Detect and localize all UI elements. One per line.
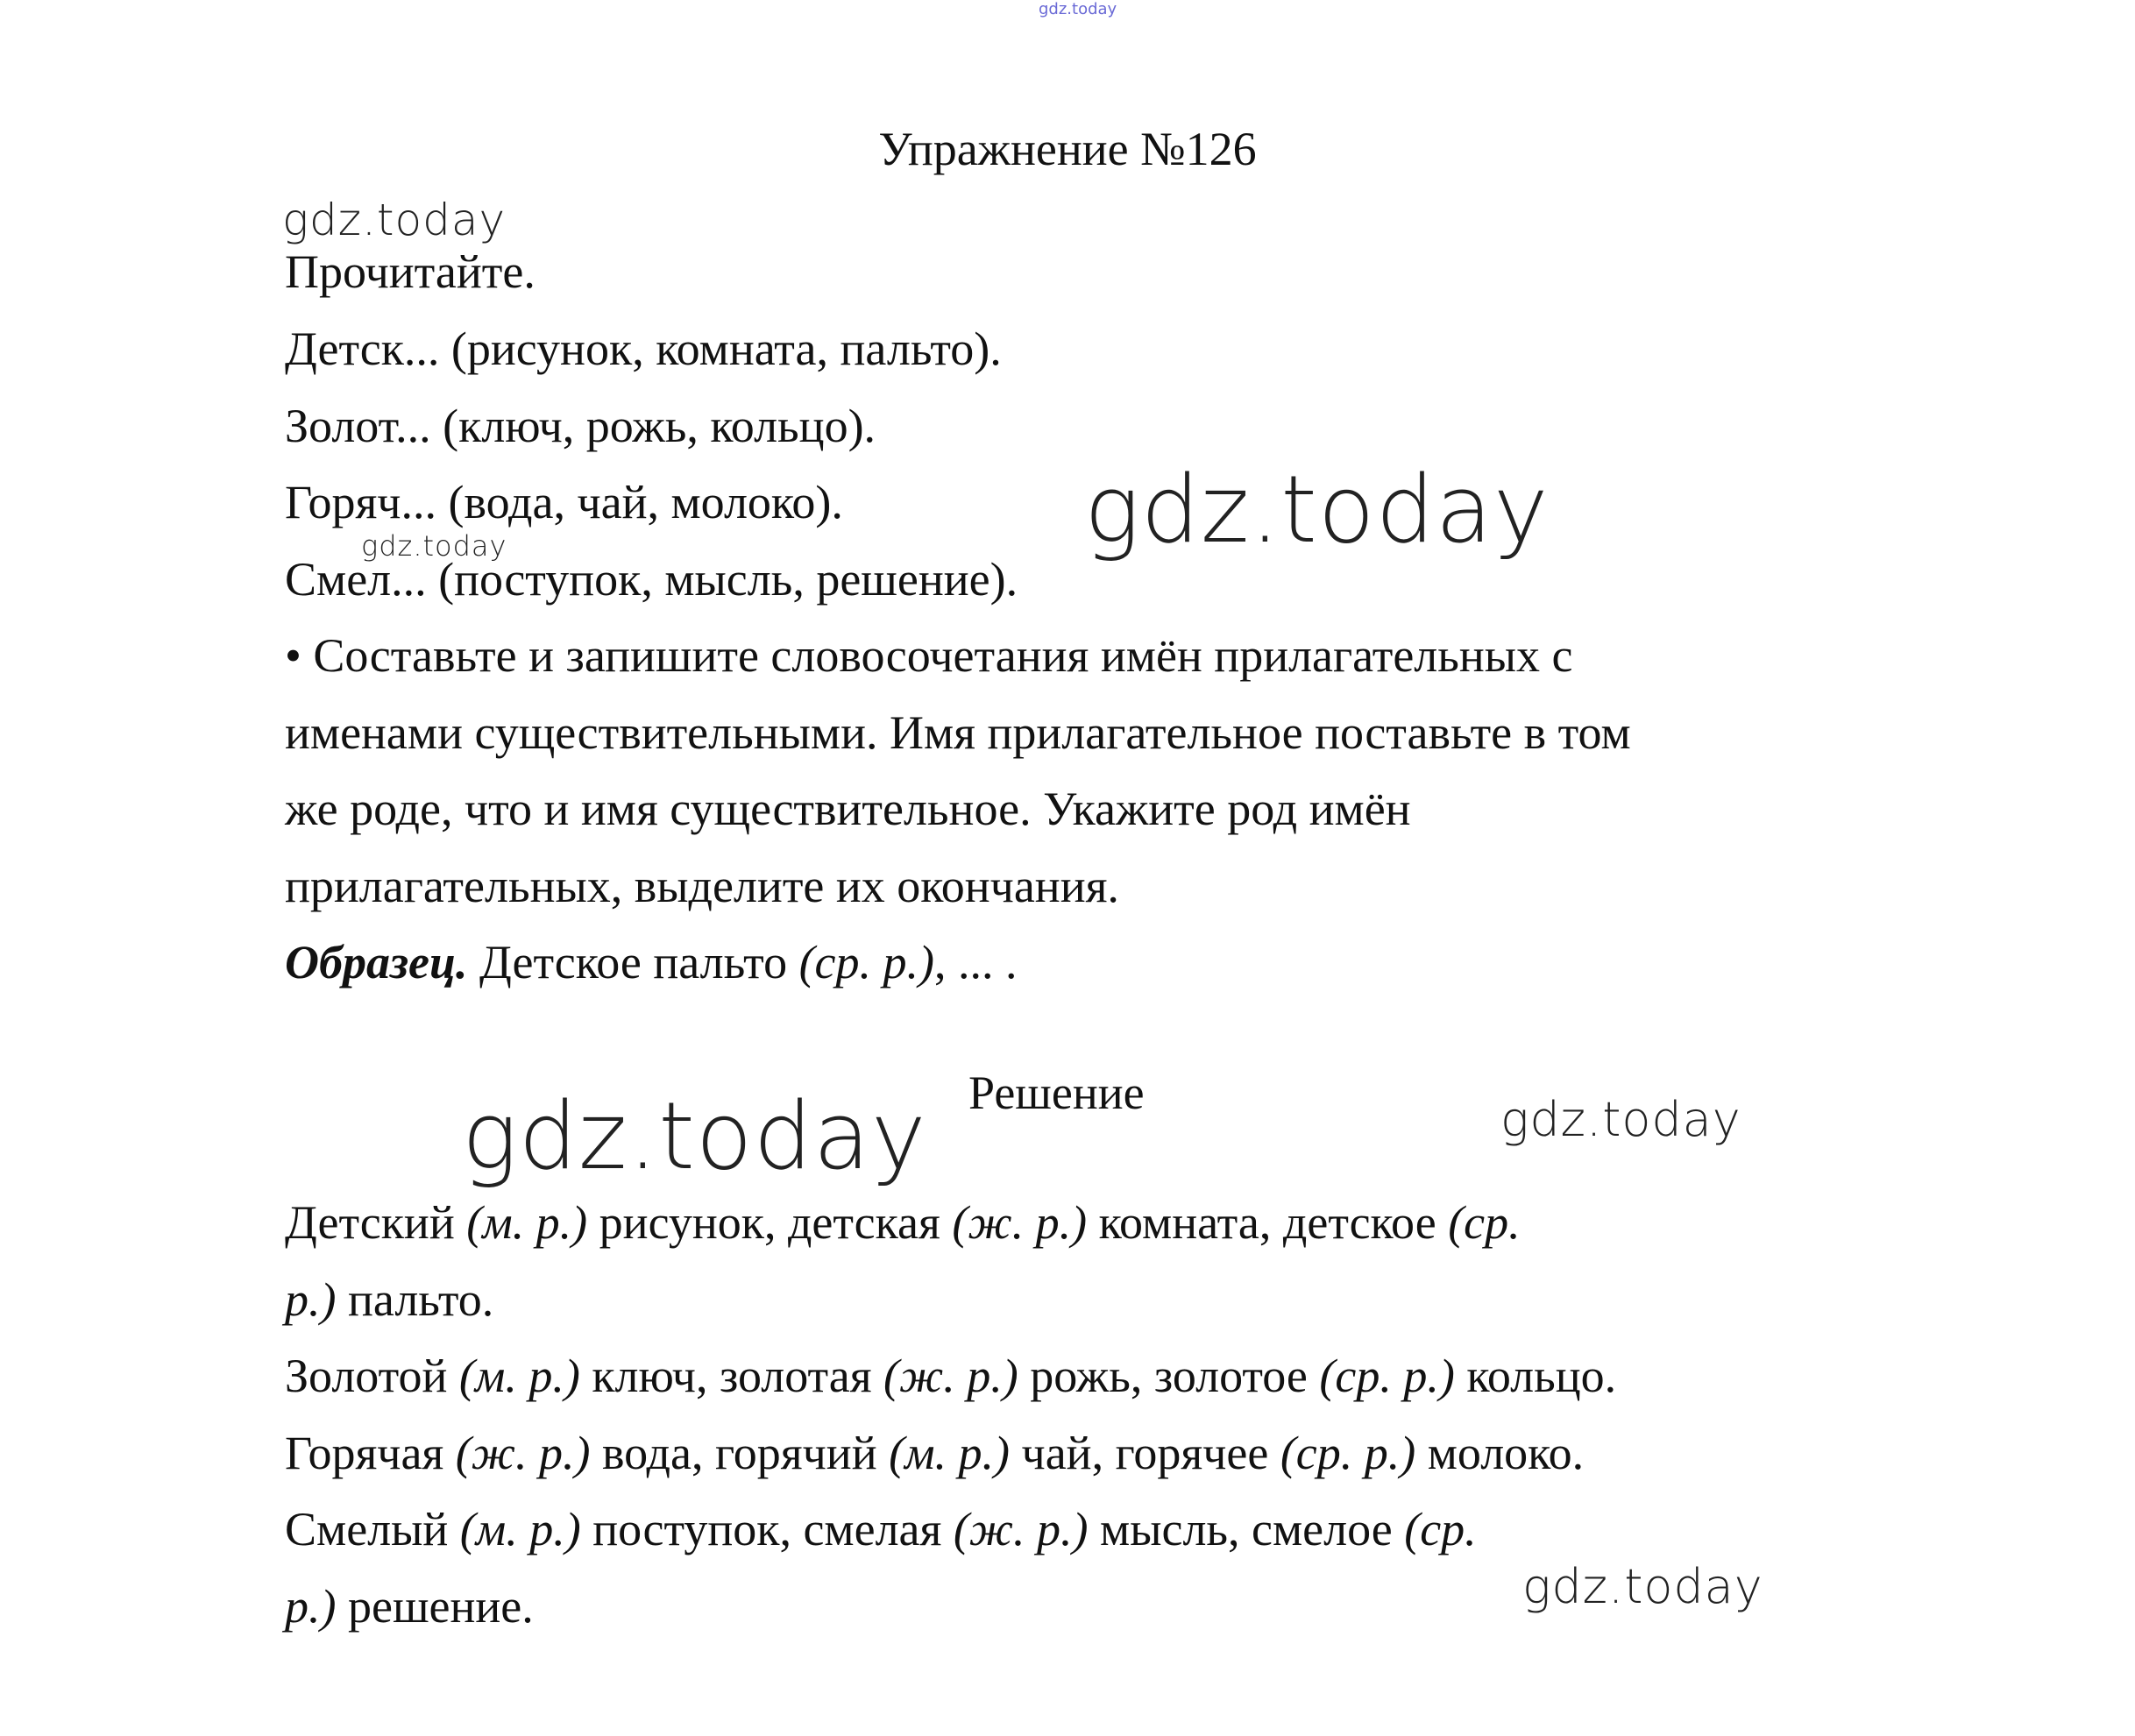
solution-line bbox=[285, 1272, 493, 1328]
gender-mark: (ср. bbox=[1448, 1196, 1521, 1249]
phrase-text: Детский bbox=[285, 1196, 467, 1249]
phrase-text: рожь, золотое bbox=[1018, 1350, 1320, 1402]
phrase-text: комната, детское bbox=[1087, 1196, 1449, 1249]
gender-mark: (ж. р.) bbox=[883, 1350, 1018, 1402]
phrase-text: рисунок, детская bbox=[587, 1196, 953, 1249]
gender-mark: (ср. р.) bbox=[798, 936, 935, 988]
exercise-item: Горяч... (вода, чай, молоко). bbox=[285, 476, 843, 528]
exercise-item: Смел... (поступок, мысль, решение). bbox=[285, 553, 1018, 606]
phrase-text: вода, горячий bbox=[590, 1427, 890, 1479]
task-text-line: • Составьте и запишите словосочетания имён прилагательных с bbox=[285, 629, 1573, 682]
task-text-line: же роде, что и имя существительное. Укажите род имён bbox=[285, 783, 1411, 835]
solution-line bbox=[285, 1194, 1521, 1251]
phrase-text: решение. bbox=[336, 1580, 534, 1633]
exercise-title: Упражнение №126 bbox=[878, 123, 1257, 175]
watermark: gdz.today bbox=[462, 1082, 927, 1190]
watermark: gdz.today bbox=[1084, 456, 1550, 563]
phrase-text: поступок, смелая bbox=[580, 1503, 954, 1555]
watermark: gdz.today bbox=[282, 195, 507, 245]
gender-mark: р.) bbox=[285, 1580, 337, 1633]
gender-mark: (ж. р.) bbox=[455, 1427, 591, 1479]
solution-heading: Решение bbox=[968, 1066, 1145, 1119]
phrase-text: пальто. bbox=[336, 1273, 494, 1326]
phrase-text: Горячая bbox=[285, 1427, 456, 1479]
solution-line bbox=[285, 1578, 534, 1634]
gender-mark: (м. р.) bbox=[889, 1427, 1011, 1479]
sample-text: Детское пальто bbox=[467, 936, 799, 988]
watermark: gdz.today bbox=[1500, 1092, 1741, 1147]
exercise-item: Золот... (ключ, рожь, кольцо). bbox=[285, 400, 876, 452]
sample-tail: , ... . bbox=[934, 936, 1018, 988]
gender-mark: (м. р.) bbox=[466, 1196, 588, 1249]
phrase-text: кольцо. bbox=[1454, 1350, 1617, 1402]
phrase-text: Золотой bbox=[285, 1350, 459, 1402]
gender-mark: (ж. р.) bbox=[952, 1196, 1088, 1249]
gender-mark: (ср. р.) bbox=[1319, 1350, 1455, 1402]
exercise-item: Детск... (рисунок, комната, пальто). bbox=[285, 322, 1002, 375]
gender-mark: (ср. bbox=[1404, 1503, 1477, 1555]
sample-label: Образец. bbox=[285, 936, 468, 988]
instruction-read: Прочитайте. bbox=[285, 245, 536, 298]
watermark: gdz.today bbox=[1522, 1559, 1763, 1614]
gender-mark: (м. р.) bbox=[458, 1350, 580, 1402]
phrase-text: чай, горячее bbox=[1010, 1427, 1280, 1479]
gender-mark: (ср. р.) bbox=[1280, 1427, 1416, 1479]
solution-line bbox=[285, 1501, 1477, 1557]
solution-line bbox=[285, 1348, 1616, 1404]
gender-mark: (м. р.) bbox=[459, 1503, 581, 1555]
phrase-text: ключ, золотая bbox=[579, 1350, 884, 1402]
phrase-text: Смелый bbox=[285, 1503, 460, 1555]
phrase-text: мысль, смелое bbox=[1088, 1503, 1405, 1555]
task-text-line: прилагательных, выделите их окончания. bbox=[285, 860, 1119, 912]
watermark: gdz.today bbox=[361, 529, 507, 563]
task-text-line: именами существительными. Имя прилагательное поставьте в том bbox=[285, 706, 1631, 759]
gender-mark: (ж. р.) bbox=[953, 1503, 1089, 1555]
sample-line bbox=[285, 934, 1018, 990]
solution-line bbox=[285, 1425, 1584, 1481]
watermark-top: gdz.today bbox=[1039, 0, 1117, 18]
gender-mark: р.) bbox=[285, 1273, 337, 1326]
phrase-text: молоко. bbox=[1415, 1427, 1585, 1479]
